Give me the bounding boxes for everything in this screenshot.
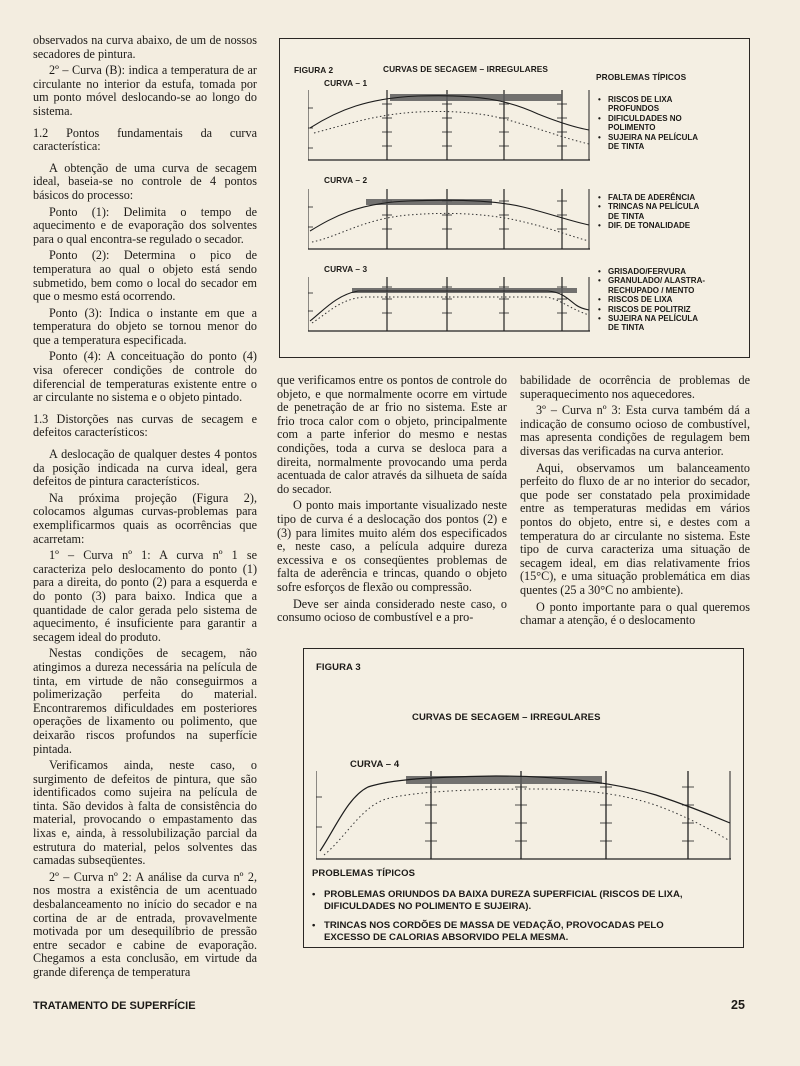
- paragraph: 1º – Curva nº 1: A curva nº 1 se caracteriza pelo deslocamento do ponto (1) para a direita, do ponto (2) para a esquerda e do ponto (3) para baixo. Indica que a quantidade de calor gerada pelo sistema de aquecimento, é insuficiente para garantir a secagem ideal do produto.: [33, 548, 257, 644]
- problem-item: • PROBLEMAS ORIUNDOS DA BAIXA DUREZA SUPERFICIAL (RISCOS DE LIXA, DIFICULDADES NO POLIMENTO E SUJEIRA).: [312, 889, 712, 912]
- curve-1-problems: [598, 95, 698, 151]
- curve-4-graph: [316, 767, 731, 863]
- paragraph: observados na curva abaixo, de um de nossos secadores de pintura.: [33, 33, 257, 61]
- paragraph: 2º – Curva (B): indica a temperatura de ar circulante no interior da estufa, tomada por um ponto móvel deslocando-se ao longo do sistema.: [33, 63, 257, 118]
- text-column-3: [520, 374, 750, 631]
- text-column-1: [33, 34, 257, 983]
- curve-1-graph: [308, 88, 590, 164]
- paragraph: O ponto importante para o qual queremos chamar a atenção, é o deslocamento: [520, 599, 750, 628]
- problem-item: • RISCOS DE POLITRIZ: [598, 305, 705, 314]
- section-heading: 1.3 Distorções nas curvas de secagem e defeitos característicos:: [33, 411, 257, 440]
- problem-item: • GRANULADO/ ALASTRA-: [598, 276, 705, 285]
- figure-label: FIGURA 3: [316, 662, 361, 673]
- curve-label: CURVA – 3: [324, 264, 368, 274]
- paragraph: Ponto (2): Determina o pico de temperatura ao qual o objeto está sendo submetido, bem como o local do secador em que o mesmo está ocorrendo.: [33, 248, 257, 304]
- paragraph: Na próxima projeção (Figura 2), colocamos algumas curvas-problemas para exemplificarmos quais as ocorrências que acarretam:: [33, 490, 257, 546]
- problem-item: PROFUNDOS: [608, 104, 660, 114]
- footer-journal-title: TRATAMENTO DE SUPERFÍCIE: [33, 1000, 196, 1012]
- curve-label: CURVA – 1: [324, 78, 368, 88]
- page-number: 25: [731, 998, 745, 1012]
- paragraph: 2º – Curva nº 2: A análise da curva nº 2, nos mostra a existência de um acentuado desbalanceamento no início do secador e na cortina de ar de entrada, provavelmente motivada por um desequilíbrio de pressão entre secador e cabine de evaporação. Chegamos a esta conclusão, em virtude da grande diferença de temperatura: [33, 869, 257, 979]
- paragraph: 3º – Curva nº 3: Esta curva também dá a indicação de consumo ocioso de combustível, mas apresenta condições de regulagem bem diversas das verificadas na curva anterior.: [520, 403, 750, 458]
- problem-item: • TRINCAS NOS CORDÕES DE MASSA DE VEDAÇÃO, PROVOCADAS PELO EXCESSO DE CALORIAS ABSORVIDO PELA MESMA.: [312, 920, 712, 943]
- problem-item: • RISCOS DE LIXA: [598, 295, 705, 304]
- figure-label: FIGURA 2: [294, 65, 334, 75]
- paragraph: O ponto mais importante visualizado neste tipo de curva é a deslocação dos pontos (2) e (3) para limites muito além dos especificados e, neste caso, a película adquire dureza excessiva e os conseqüentes problemas de falta de aderência e trincas, quando o objeto sofre esforços de flexão ou compressão.: [277, 498, 507, 594]
- problem-item: • SUJEIRA NA PELÍCULA: [598, 314, 705, 323]
- paragraph: Aqui, observamos um balanceamento perfeito do fluxo de ar no interior do secador, que pode ser constatado pela proximidade entre as temperaturas medidas em vários pontos do objeto, entre si, e destes com a temperatura do ar circulante no sistema. Este tipo de curva caracteriza uma situação de secagem ideal, em dias relativamente frios (15°C), e uma situação problemática em dias quentes (25 a 30°C no ambiente).: [520, 460, 750, 597]
- problem-item: • DIF. DE TONALIDADE: [598, 221, 699, 230]
- problem-item: • FALTA DE ADERÊNCIA: [598, 193, 699, 202]
- figure-title: CURVAS DE SECAGEM – IRREGULARES: [383, 64, 549, 74]
- problems-title: PROBLEMAS TÍPICOS: [312, 868, 416, 879]
- paragraph: Deve ser ainda considerado neste caso, o consumo ocioso de combustível e a pro-: [277, 596, 507, 625]
- figure-3: [303, 648, 744, 948]
- problem-item: • RISCOS DE LIXA: [598, 95, 698, 104]
- paragraph: Ponto (1): Delimita o tempo de aquecimento e de evaporação dos solventes para o qual encontra-se regulado o secador.: [33, 204, 257, 246]
- curve-3-problems: [598, 267, 705, 333]
- figure-title: CURVAS DE SECAGEM – IRREGULARES: [412, 712, 601, 723]
- problem-item: • SUJEIRA NA PELÍCULA: [598, 133, 698, 142]
- figure-3-problems: [312, 889, 712, 951]
- paragraph: que verificamos entre os pontos de controle do objeto, e que normalmente ocorre em virtude de penetração de ar frio no sistema. Este ar frio troca calor com o objeto, principalmente com a parte inferior do mesmo e nestas condições, toda a curva se desloca para a direita, normalmente provocando uma perda acentuada de calor através da silhueta de saída do secador.: [277, 373, 507, 496]
- curve-2-graph: [308, 187, 590, 253]
- paragraph: babilidade de ocorrência de problemas de superaquecimento nos aquecedores.: [520, 373, 750, 401]
- paragraph: Verificamos ainda, neste caso, o surgimento de defeitos de pintura, que são identificados como sujeira na película de tinta. São devidos à falta de consistência do material, provocando o empastamento das lixas e, ainda, à ressolubilização parcial da estrutura do material, pelos solventes das camadas subseqüentes.: [33, 758, 257, 868]
- paragraph: Ponto (3): Indica o instante em que a temperatura do objeto se tornou menor do que a temperatura especificada.: [33, 305, 257, 347]
- figure-2: [279, 38, 750, 358]
- paragraph: A deslocação de qualquer destes 4 pontos da posição indicada na curva ideal, gera defeitos de pintura característicos.: [33, 447, 257, 489]
- paragraph: Ponto (4): A conceituação do ponto (4) visa oferecer condições de controle do diferencial de temperaturas existente entre o ar circulante no sistema e o objeto pintado.: [33, 349, 257, 405]
- problem-item: DE TINTA: [608, 142, 645, 152]
- curve-2-problems: [598, 193, 699, 231]
- section-heading: 1.2 Pontos fundamentais da curva característica:: [33, 125, 257, 154]
- problems-title: PROBLEMAS TÍPICOS: [596, 72, 687, 82]
- text-column-2: [277, 374, 507, 628]
- problem-item: DE TINTA: [608, 211, 645, 221]
- problem-item: RECHUPADO / MENTO: [608, 285, 695, 295]
- curve-label: CURVA – 2: [324, 175, 368, 185]
- curve-label: CURVA – 4: [350, 759, 400, 770]
- curve-3-graph: [308, 275, 590, 335]
- problem-item: • GRISADO/FERVURA: [598, 267, 705, 276]
- problem-item: • DIFICULDADES NO: [598, 114, 698, 123]
- paragraph: A obtenção de uma curva de secagem ideal, baseia-se no controle de 4 pontos básicos do processo:: [33, 160, 257, 202]
- paragraph: Nestas condições de secagem, não atingimos a dureza necessária na película de tinta, em virtude de não conseguirmos a polimerização perfeita do material. Encontraremos dificuldades em posteriores operações de lixamento ou polimento, que deixarão riscos profundos na superfície pintada.: [33, 646, 257, 756]
- problem-item: POLIMENTO: [608, 123, 656, 133]
- problem-item: DE TINTA: [608, 323, 645, 333]
- problem-item: • TRINCAS NA PELÍCULA: [598, 202, 699, 211]
